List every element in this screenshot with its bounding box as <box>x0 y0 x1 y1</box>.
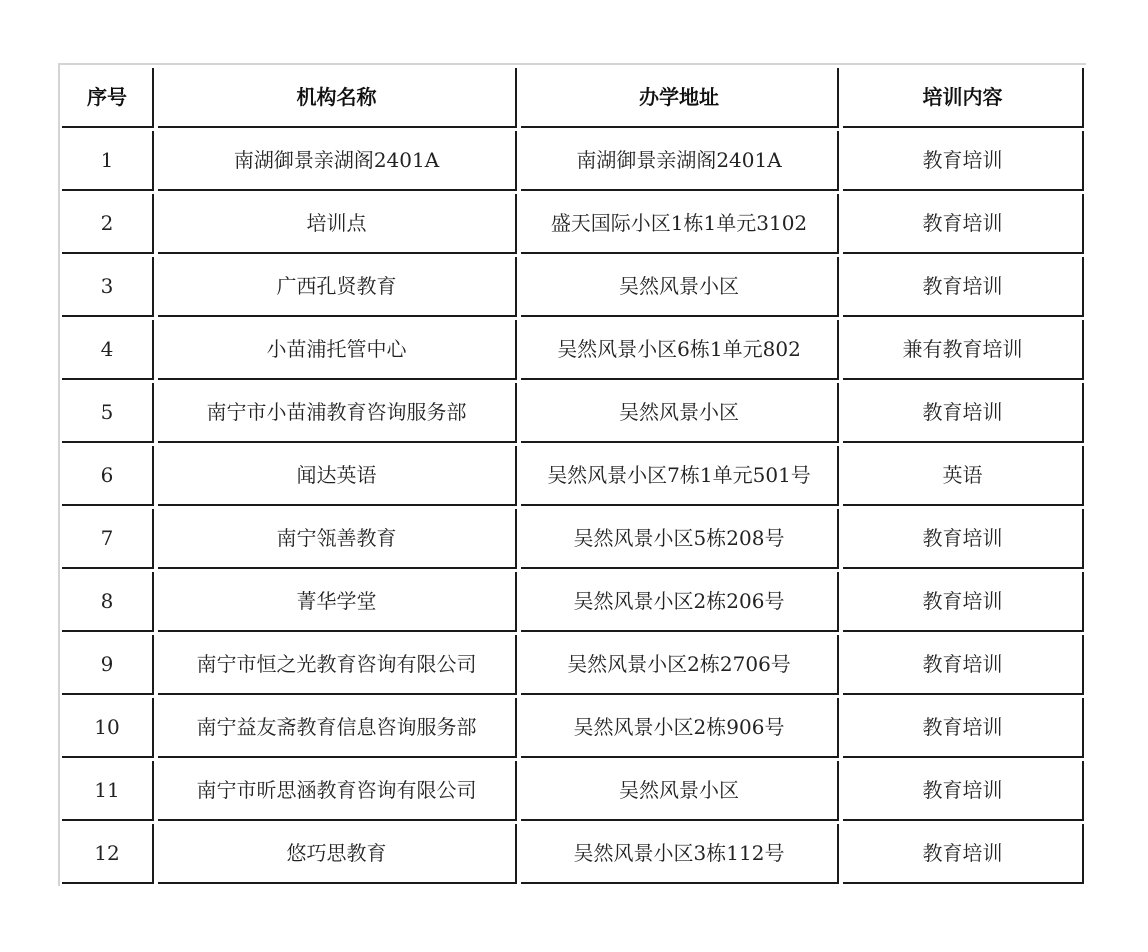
cell-training-content: 教育培训 <box>843 257 1084 317</box>
cell-institution-name: 南宁市小苗浦教育咨询服务部 <box>158 383 517 443</box>
cell-index: 1 <box>62 131 154 191</box>
header-index: 序号 <box>62 68 154 128</box>
cell-address: 吴然风景小区 <box>521 383 839 443</box>
cell-training-content: 教育培训 <box>843 698 1084 758</box>
cell-institution-name: 南宁益友斋教育信息咨询服务部 <box>158 698 517 758</box>
cell-index: 11 <box>62 761 154 821</box>
cell-institution-name: 南宁市恒之光教育咨询有限公司 <box>158 635 517 695</box>
cell-address: 吴然风景小区 <box>521 761 839 821</box>
cell-training-content: 教育培训 <box>843 131 1084 191</box>
cell-index: 3 <box>62 257 154 317</box>
cell-institution-name: 南宁市昕思涵教育咨询有限公司 <box>158 761 517 821</box>
cell-index: 12 <box>62 824 154 884</box>
cell-address: 吴然风景小区3栋112号 <box>521 824 839 884</box>
cell-index: 7 <box>62 509 154 569</box>
cell-institution-name: 南湖御景亲湖阁2401A <box>158 131 517 191</box>
cell-training-content: 英语 <box>843 446 1084 506</box>
cell-training-content: 教育培训 <box>843 761 1084 821</box>
cell-training-content: 教育培训 <box>843 635 1084 695</box>
cell-training-content: 教育培训 <box>843 572 1084 632</box>
cell-index: 10 <box>62 698 154 758</box>
institution-table <box>62 68 1084 884</box>
cell-training-content: 教育培训 <box>843 824 1084 884</box>
cell-training-content: 兼有教育培训 <box>843 320 1084 380</box>
header-institution-name: 机构名称 <box>158 68 517 128</box>
cell-training-content: 教育培训 <box>843 383 1084 443</box>
cell-training-content: 教育培训 <box>843 509 1084 569</box>
cell-index: 6 <box>62 446 154 506</box>
header-address: 办学地址 <box>521 68 839 128</box>
cell-address: 南湖御景亲湖阁2401A <box>521 131 839 191</box>
cell-index: 4 <box>62 320 154 380</box>
cell-address: 吴然风景小区5栋208号 <box>521 509 839 569</box>
header-training-content: 培训内容 <box>843 68 1084 128</box>
cell-address: 吴然风景小区6栋1单元802 <box>521 320 839 380</box>
cell-address: 吴然风景小区 <box>521 257 839 317</box>
cell-institution-name: 小苗浦托管中心 <box>158 320 517 380</box>
cell-institution-name: 南宁瓴善教育 <box>158 509 517 569</box>
cell-address: 盛天国际小区1栋1单元3102 <box>521 194 839 254</box>
cell-address: 吴然风景小区2栋206号 <box>521 572 839 632</box>
cell-institution-name: 悠巧思教育 <box>158 824 517 884</box>
cell-institution-name: 闻达英语 <box>158 446 517 506</box>
cell-training-content: 教育培训 <box>843 194 1084 254</box>
cell-address: 吴然风景小区2栋906号 <box>521 698 839 758</box>
cell-institution-name: 培训点 <box>158 194 517 254</box>
cell-address: 吴然风景小区7栋1单元501号 <box>521 446 839 506</box>
cell-institution-name: 广西孔贤教育 <box>158 257 517 317</box>
cell-index: 2 <box>62 194 154 254</box>
cell-index: 5 <box>62 383 154 443</box>
cell-institution-name: 菁华学堂 <box>158 572 517 632</box>
cell-address: 吴然风景小区2栋2706号 <box>521 635 839 695</box>
cell-index: 9 <box>62 635 154 695</box>
cell-index: 8 <box>62 572 154 632</box>
